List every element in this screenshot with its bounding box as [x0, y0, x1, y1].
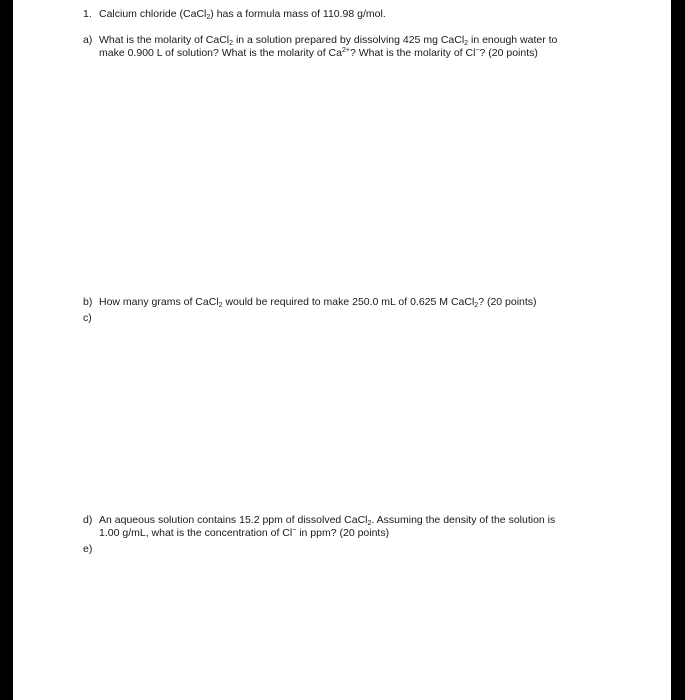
question-a-text-part: in a solution prepared by dissolving 425 mg CaCl: [233, 34, 465, 46]
superscript: 2+: [341, 47, 350, 54]
question-d-text-part: An aqueous solution contains 15.2 ppm of dissolved CaCl: [99, 514, 368, 526]
question-c-label: c): [83, 312, 92, 324]
subscript: 2: [367, 520, 372, 527]
question-d-text-part: . Assuming the density of the solution is: [371, 514, 556, 526]
question-d-line-1: [99, 514, 555, 527]
question-a-text-part: What is the molarity of CaCl: [99, 34, 230, 46]
question-a-text-part: make 0.900 L of solution? What is the molarity of Ca: [99, 47, 342, 59]
question-d-text-part: in ppm? (20 points): [296, 527, 390, 539]
question-1-number: 1.: [83, 8, 92, 20]
subscript: 2: [474, 302, 479, 309]
question-b-text-part: ? (20 points): [478, 296, 537, 308]
question-d-label: d): [83, 514, 93, 526]
subscript: 2: [464, 40, 469, 47]
question-1-text: [99, 8, 386, 21]
question-d-line-2: [99, 527, 389, 540]
question-a-text-part: ? (20 points): [479, 47, 538, 59]
superscript: −: [292, 527, 297, 534]
question-1-text-part: ) has a formula mass of 110.98 g/mol.: [210, 8, 386, 20]
question-a-text-part: in enough water to: [468, 34, 558, 46]
question-b-text: [99, 296, 537, 309]
subscript: 2: [218, 302, 223, 309]
question-1-text-part: Calcium chloride (CaCl: [99, 8, 207, 20]
question-e-label: e): [83, 543, 93, 555]
question-b-text-part: How many grams of CaCl: [99, 296, 219, 308]
subscript: 2: [206, 14, 211, 21]
question-a-line-2: [99, 47, 538, 60]
question-a-line-1: [99, 34, 557, 47]
question-a-label: a): [83, 34, 93, 46]
document-page: [13, 0, 671, 700]
question-b-text-part: would be required to make 250.0 mL of 0.625 M CaCl: [222, 296, 475, 308]
superscript: −: [475, 47, 480, 54]
question-b-label: b): [83, 296, 93, 308]
question-a-text-part: ? What is the molarity of Cl: [349, 47, 476, 59]
question-d-text-part: 1.00 g/mL, what is the concentration of Cl: [99, 527, 293, 539]
subscript: 2: [229, 40, 234, 47]
